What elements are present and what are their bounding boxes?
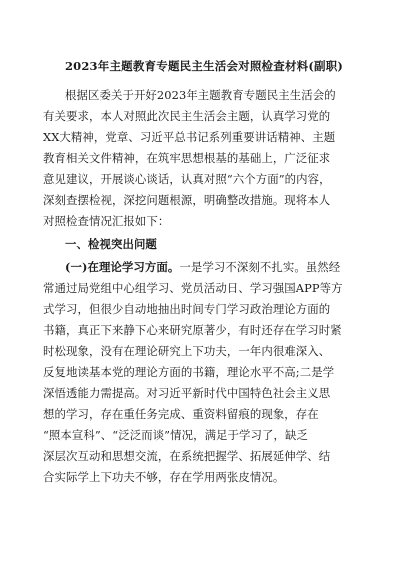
intro-line-3: XX大精神，党章、习近平总书记系列重要讲话精神、主题: [43, 130, 336, 144]
subsection-first-line: [65, 260, 340, 274]
document-title: 2023年主题教育专题民主生活会对照检查材料(副职): [64, 59, 344, 73]
intro-line-2: 有关要求，本人对照此次民主生活会主题，认真学习党的: [43, 109, 331, 123]
body-line-3: 书籍，真正下来静下心来研究原著少，有时还存在学习时紧: [43, 323, 342, 337]
subsection-first-line-text: 一是学习不深刻不扎实。虽然经: [179, 260, 341, 274]
subsection-heading-1: (一)在理论学习方面。: [65, 260, 180, 274]
body-line-6: 深悟透能力需提高。对习近平新时代中国特色社会主义思: [43, 386, 331, 400]
body-line-4: 时松现象，没有在理论研究上下功夫，一年内很难深入、: [43, 344, 331, 358]
body-line-7: 想的学习，存在重任务完成、重资料留痕的现象，存在: [43, 407, 319, 421]
intro-line-5: 意见建议，开展谈心谈话，认真对照“六个方面”的内容，: [43, 172, 331, 186]
intro-line-1: 根据区委关于开好2023年主题教育专题民主生活会的: [65, 88, 336, 102]
section-heading-1: 一、检视突出问题: [65, 237, 157, 251]
body-line-10: 合实际学上下功夫不够，存在学用两张皮情况。: [43, 470, 285, 484]
intro-line-7: 对照检查情况汇报如下：: [43, 214, 170, 228]
body-line-8: “照本宣科”、“泛泛而谈”情况，满足于学习了，缺乏: [43, 428, 308, 442]
intro-line-4: 教育相关文件精神，在筑牢思想根基的基础上，广泛征求: [43, 151, 331, 165]
body-line-2: 式学习，但很少自动地抽出时间专门学习政治理论方面的: [43, 302, 331, 316]
body-line-5: 反复地读基本党的理论方面的书籍，理论水平不高;二是学: [43, 365, 335, 379]
intro-line-6: 深刻查摆检视，深挖问题根源，明确整改措施。现将本人: [43, 193, 331, 207]
body-line-9: 深层次互动和思想交流，在系统把握学、拓展延伸学、结: [43, 449, 331, 463]
body-line-1: 常通过局党组中心组学习、党员活动日、学习强国APP等方: [43, 281, 343, 295]
